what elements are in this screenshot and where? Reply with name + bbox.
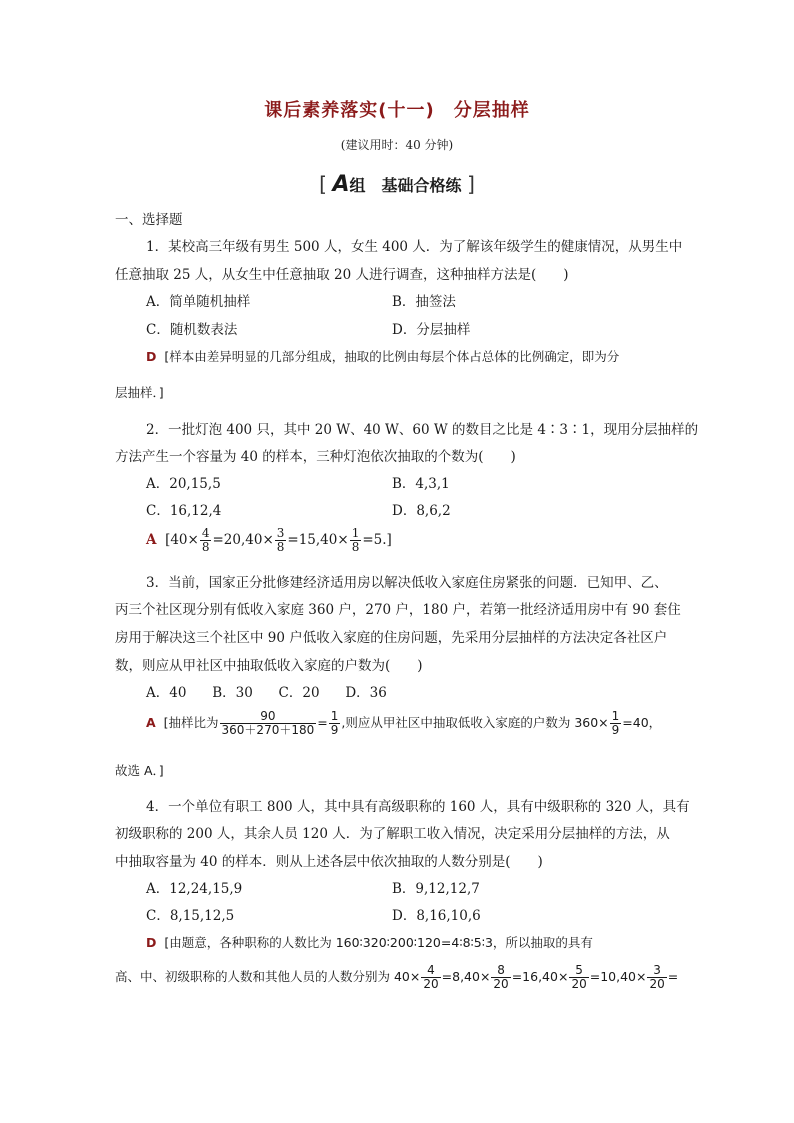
q4-exp-part: =8,40× xyxy=(441,969,491,984)
denominator: 8 xyxy=(276,540,285,554)
q3-stem-line1: 3．当前，国家正分批修建经济适用房以解决低收入家庭住房紧张的问题．已知甲、乙、 xyxy=(146,575,668,591)
q1-stem-line1: 1．某校高三年级有男生 500 人，女生 400 人．为了解该年级学生的健康情况，从男生中 xyxy=(146,239,683,255)
q4-fraction xyxy=(421,964,440,991)
q3-stem-line4: 数，则应从甲社区中抽取低收入家庭的户数为( ) xyxy=(115,658,423,674)
group-heading xyxy=(0,172,794,197)
q1-explanation-text: [样本由差异明显的几部分组成，抽取的比例由每层个体占总体的比例确定，即为分 xyxy=(164,349,620,364)
section-heading: 一、选择题 xyxy=(115,212,183,228)
numerator: 90 xyxy=(220,710,317,724)
denominator: 8 xyxy=(201,540,210,554)
q4-answer: D xyxy=(146,935,157,950)
q2-option-a: A．20,15,5 xyxy=(146,476,221,492)
q4-option-d: D．8,16,10,6 xyxy=(392,908,481,924)
left-bracket: [ xyxy=(319,172,327,196)
q2-exp-part: =20,40× xyxy=(212,532,274,548)
denominator: 20 xyxy=(571,977,587,991)
q2-exp-part: =15,40× xyxy=(287,532,349,548)
q1-explanation-line2: 层抽样．] xyxy=(115,385,164,400)
q2-option-b: B．4,3,1 xyxy=(392,476,450,492)
q3-option-d: D．36 xyxy=(345,685,387,701)
numerator: 1 xyxy=(611,709,620,723)
page-title: 课后素养落实(十一) 分层抽样 xyxy=(264,100,530,121)
numerator: 4 xyxy=(421,964,440,978)
q3-stem-line2: 丙三个社区现分别有低收入家庭 360 户，270 户，180 户，若第一批经济适用房中有 90 套住 xyxy=(115,602,681,618)
q4-exp-part: = xyxy=(667,969,679,984)
denominator: 9 xyxy=(611,723,620,737)
q3-option-b: B．30 xyxy=(212,685,253,701)
q3-fraction xyxy=(610,710,622,737)
numerator: 5 xyxy=(569,964,588,978)
numerator: 1 xyxy=(351,526,360,540)
numerator: 3 xyxy=(276,526,285,540)
q3-exp-part: ,则应从甲社区中抽取低收入家庭的户数为 360× xyxy=(341,715,609,730)
q3-option-a: A．40 xyxy=(146,685,187,701)
q4-option-c: C．8,15,12,5 xyxy=(146,908,235,924)
denominator: 360＋270＋180 xyxy=(221,723,315,737)
q2-fraction xyxy=(200,527,212,554)
q3-exp-part: [抽样比为 xyxy=(163,715,219,730)
suggested-time: (建议用时：40 分钟) xyxy=(340,138,454,152)
numerator: 4 xyxy=(201,526,210,540)
q2-option-d: D．8,6,2 xyxy=(392,503,451,519)
q3-answer: A xyxy=(146,715,156,730)
q1-option-d: D．分层抽样 xyxy=(392,322,471,338)
q3-option-c: C．20 xyxy=(278,685,320,701)
q4-exp-part: =10,40× xyxy=(589,969,647,984)
numerator: 3 xyxy=(647,964,666,978)
q4-stem-line3: 中抽取容量为 40 的样本．则从上述各层中依次抽取的人数分别是( ) xyxy=(115,854,543,870)
q4-fraction xyxy=(647,964,666,991)
right-bracket: ] xyxy=(467,172,475,196)
q4-explanation-line2 xyxy=(115,964,678,991)
q2-explanation xyxy=(146,527,392,554)
denominator: 20 xyxy=(649,977,665,991)
q2-exp-part: [40× xyxy=(165,532,199,548)
denominator: 20 xyxy=(423,977,439,991)
group-letter: A xyxy=(332,172,350,197)
q3-exp-part: = xyxy=(317,715,328,730)
q3-exp-part: =40， xyxy=(622,715,662,730)
q4-explanation-text: [由题意，各种职称的人数比为 160∶320∶200∶120=4∶8∶5∶3，所以抽取的具有 xyxy=(164,935,593,950)
q2-exp-part: =5.] xyxy=(362,532,392,548)
q4-explanation-line1 xyxy=(146,933,593,951)
q2-fraction xyxy=(350,527,362,554)
q4-option-a: A．12,24,15,9 xyxy=(146,881,243,897)
q4-stem-line1: 4．一个单位有职工 800 人，其中具有高级职称的 160 人，具有中级职称的 320 人，具有 xyxy=(146,799,690,815)
q3-explanation xyxy=(146,710,661,737)
denominator: 20 xyxy=(493,977,509,991)
q4-fraction xyxy=(491,964,510,991)
q4-exp-part: =16,40× xyxy=(511,969,569,984)
q2-stem-line2: 方法产生一个容量为 40 的样本，三种灯泡依次抽取的个数为( ) xyxy=(115,449,516,465)
q4-fraction xyxy=(569,964,588,991)
q4-exp-part: 高、中、初级职称的人数和其他人员的人数分别为 40× xyxy=(115,969,421,984)
group-label: 组 基础合格练 xyxy=(349,176,462,195)
q1-option-c: C．随机数表法 xyxy=(146,322,238,338)
numerator: 8 xyxy=(491,964,510,978)
q3-explanation-line2: 故选 A．] xyxy=(115,763,164,778)
q3-fraction xyxy=(329,710,341,737)
q3-options xyxy=(146,681,387,701)
q1-option-b: B．抽签法 xyxy=(392,294,456,310)
denominator: 8 xyxy=(351,540,360,554)
q3-stem-line3: 房用于解决这三个社区中 90 户低收入家庭的住房问题，先采用分层抽样的方法决定各社区户 xyxy=(115,630,668,646)
q4-option-b: B．9,12,12,7 xyxy=(392,881,480,897)
numerator: 1 xyxy=(330,709,339,723)
q3-fraction xyxy=(220,710,317,737)
q2-fraction xyxy=(275,527,287,554)
q4-stem-line2: 初级职称的 200 人，其余人员 120 人．为了解职工收入情况，决定采用分层抽样的方法，从 xyxy=(115,826,670,842)
q1-explanation-line1 xyxy=(146,347,619,365)
q2-stem-line1: 2．一批灯泡 400 只，其中 20 W、40 W、60 W 的数目之比是 4∶3∶1，现用分层抽样的 xyxy=(146,422,699,438)
q2-answer: A xyxy=(146,532,157,548)
denominator: 9 xyxy=(330,723,339,737)
q2-option-c: C．16,12,4 xyxy=(146,503,222,519)
q1-option-a: A．简单随机抽样 xyxy=(146,294,251,310)
q1-stem-line2: 任意抽取 25 人，从女生中任意抽取 20 人进行调查，这种抽样方法是( ) xyxy=(115,267,569,283)
q1-answer: D xyxy=(146,349,157,364)
